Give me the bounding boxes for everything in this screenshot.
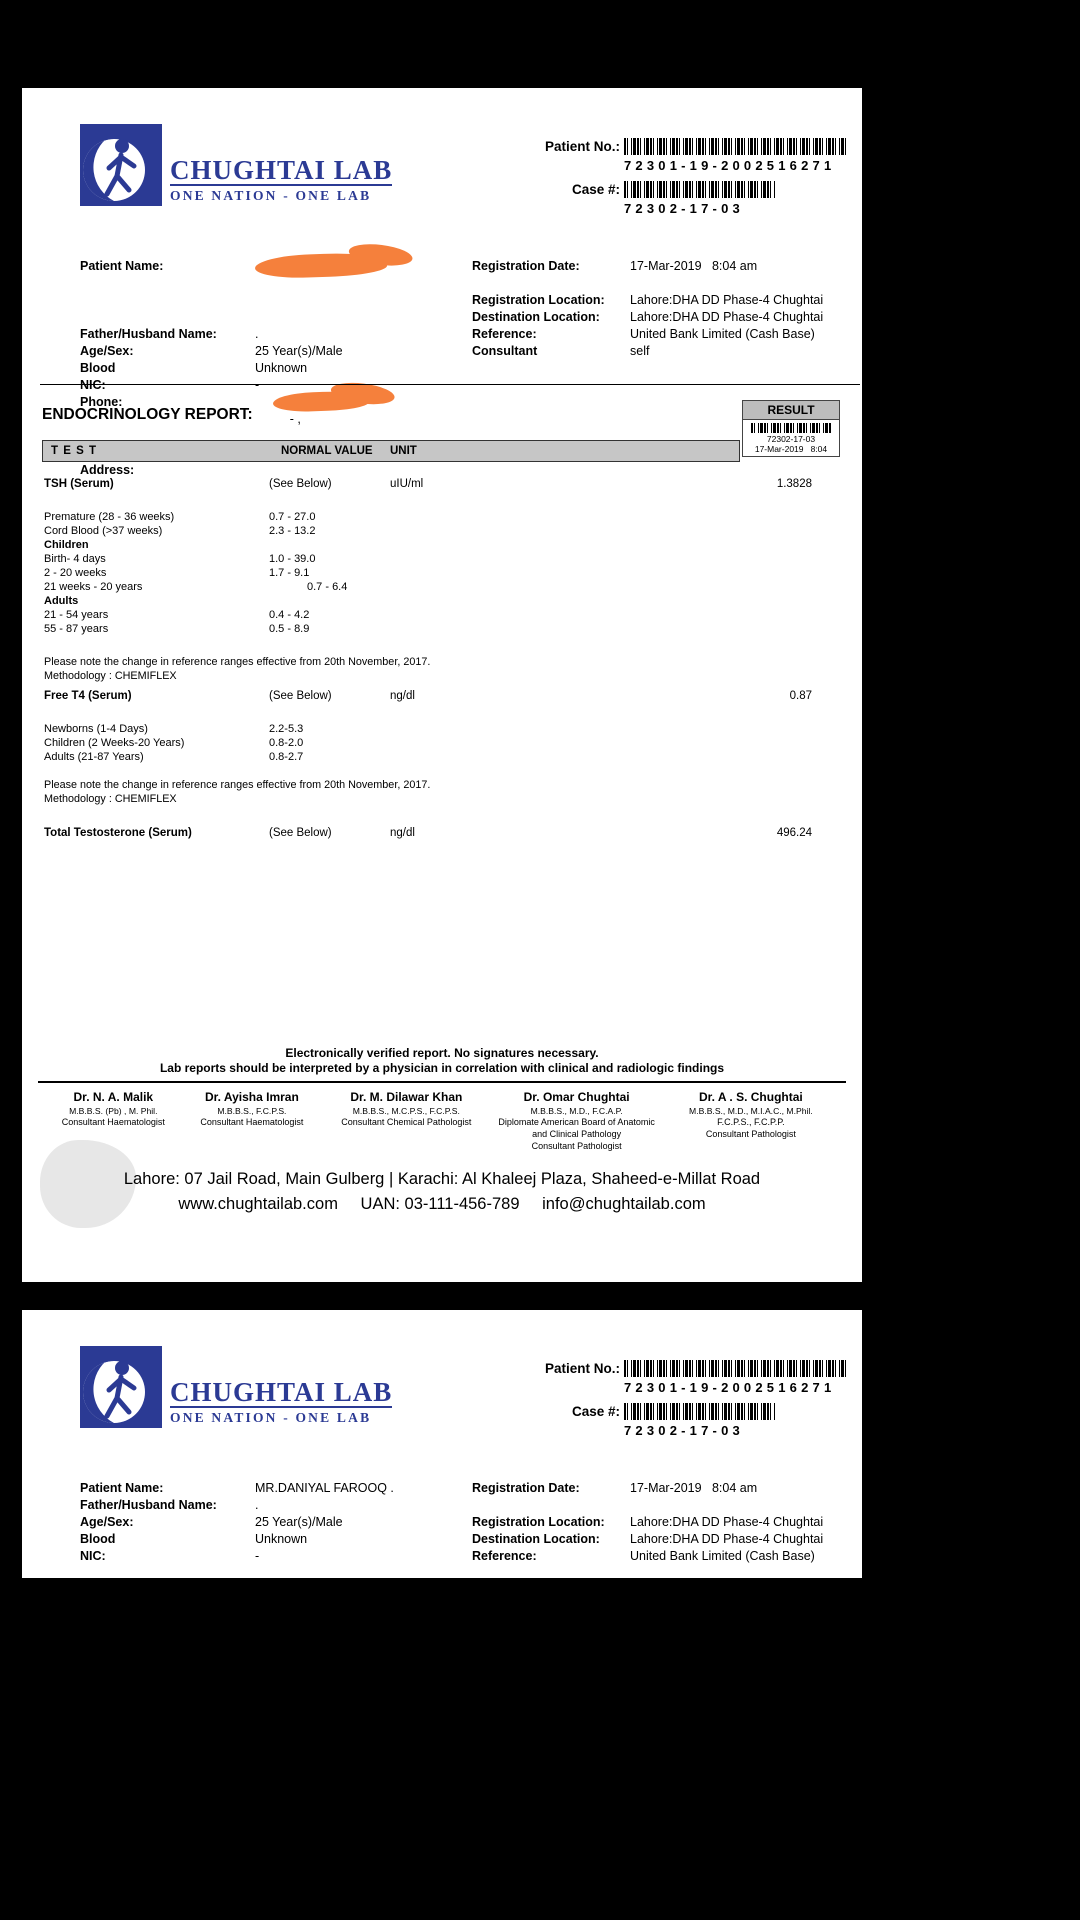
logo-mark-icon <box>80 124 162 206</box>
info-row-blood <box>80 1531 430 1548</box>
report-page-1 <box>22 88 862 1282</box>
nic-label: NIC: <box>80 378 106 392</box>
doctor-block-1 <box>46 1090 181 1152</box>
range-value: 0.5 - 8.9 <box>269 623 310 635</box>
column-unit: UNIT <box>390 445 417 457</box>
dest-loc-label: Destination Location: <box>472 1532 600 1546</box>
range-value: 0.7 - 27.0 <box>269 511 316 523</box>
reg-loc-label: Registration Location: <box>472 1515 605 1529</box>
patient-no-barcode <box>624 138 846 155</box>
patient-name-label: Patient Name: <box>80 259 164 273</box>
doctor-block-2 <box>185 1090 320 1152</box>
methodology-line: Methodology : CHEMIFLEX <box>44 670 177 682</box>
patient-no-value: 72301-19-2002516271 <box>624 158 836 173</box>
verified-line-2: Lab reports should be interpreted by a physician in correlation with clinical and radiologic findings <box>159 1061 725 1075</box>
info-spacer <box>472 1497 852 1514</box>
test-row-free-t4 <box>42 690 822 705</box>
range-label: Newborns (1-4 Days) <box>44 723 148 735</box>
test-normal: (See Below) <box>269 478 332 490</box>
age-sex-value: 25 Year(s)/Male <box>255 344 343 358</box>
reg-date-label: Registration Date: <box>472 259 580 273</box>
report-title: ENDOCRINOLOGY REPORT: <box>42 406 253 423</box>
phone-text: - , <box>289 412 301 426</box>
info-row-reg-date <box>472 258 852 275</box>
blood-label: Blood <box>80 1532 116 1546</box>
range-row <box>42 567 822 581</box>
methodology-line: Methodology : CHEMIFLEX <box>44 793 177 805</box>
id-codes <box>514 1360 850 1446</box>
case-no-value: 72302-17-03 <box>624 1423 744 1438</box>
dest-loc-value: Lahore:DHA DD Phase-4 Chughtai <box>630 1532 824 1546</box>
result-box-barcode <box>751 423 831 433</box>
range-row <box>42 609 822 623</box>
age-sex-value: 25 Year(s)/Male <box>255 1515 343 1529</box>
father-value: . <box>255 1498 259 1512</box>
test-unit: ng/dl <box>390 690 415 702</box>
doctor-role-2: Consultant Pathologist <box>531 1140 622 1151</box>
range-group-label: Children <box>44 539 89 551</box>
range-value: 2.2-5.3 <box>269 723 304 735</box>
blood-value: Unknown <box>255 1532 308 1546</box>
footer-divider <box>38 1081 846 1083</box>
reg-date-value: 17-Mar-2019 8:04 am <box>630 1481 758 1495</box>
range-label: Cord Blood (>37 weeks) <box>44 525 163 537</box>
reg-loc-value: Lahore:DHA DD Phase-4 Chughtai <box>630 1515 824 1529</box>
doctor-block-5 <box>664 1090 838 1152</box>
father-value: . <box>255 327 259 341</box>
test-name: Free T4 (Serum) <box>44 690 132 702</box>
doctor-role: Diplomate American Board of Anatomic and Clinical Pathology <box>498 1117 655 1139</box>
range-value: 0.7 - 6.4 <box>307 581 348 593</box>
test-result: 0.87 <box>789 690 812 702</box>
info-row-reg-loc <box>472 292 852 309</box>
logo-mark-icon <box>80 1346 162 1428</box>
range-row <box>42 525 822 539</box>
chughtai-lab-logo <box>80 1346 392 1428</box>
id-codes <box>514 138 850 224</box>
test-normal: (See Below) <box>269 690 332 702</box>
nic-value: - <box>255 378 260 392</box>
test-name: Total Testosterone (Serum) <box>44 827 192 839</box>
range-group-label: Adults <box>44 595 79 607</box>
case-no-barcode <box>624 1403 776 1420</box>
test-normal: (See Below) <box>269 827 332 839</box>
test-result: 496.24 <box>776 827 812 839</box>
test-result: 1.3828 <box>776 478 812 490</box>
column-normal-value: NORMAL VALUE <box>281 445 373 457</box>
chughtai-lab-logo <box>80 124 392 206</box>
patient-no-barcode <box>624 1360 846 1377</box>
report-page-2 <box>22 1310 862 1578</box>
test-name: TSH (Serum) <box>44 478 114 490</box>
range-value: 0.8-2.0 <box>269 737 304 749</box>
page-header <box>22 88 862 248</box>
column-test: T E S T <box>51 445 97 457</box>
doctor-role-2: Consultant Pathologist <box>705 1128 796 1139</box>
info-row-address <box>80 462 430 479</box>
father-label: Father/Husband Name: <box>80 327 217 341</box>
case-no-row <box>514 1403 850 1420</box>
info-row-reg-date <box>472 1480 852 1497</box>
dest-loc-label: Destination Location: <box>472 310 600 324</box>
patient-name-value <box>255 258 290 326</box>
doctor-name: Dr. N. A. Malik <box>73 1090 154 1104</box>
patient-no-row <box>514 138 850 155</box>
patient-name-value: MR.DANIYAL FAROOQ . <box>255 1481 394 1495</box>
range-row <box>42 737 822 751</box>
doctor-name: Dr. A . S. Chughtai <box>698 1090 803 1104</box>
range-label: 21 - 54 years <box>44 609 109 621</box>
case-no-label: Case #: <box>571 1404 620 1419</box>
patient-no-row <box>514 1360 850 1377</box>
doctor-qualifications: M.B.B.S., M.D., M.I.A.C., M.Phil. <box>689 1106 813 1116</box>
patient-name-label: Patient Name: <box>80 1481 164 1495</box>
lab-website: www.chughtailab.com <box>178 1195 338 1214</box>
range-row <box>42 623 822 637</box>
lab-address: Lahore: 07 Jail Road, Main Gulberg | Karachi: Al Khaleej Plaza, Shaheed-e-Millat Road <box>123 1170 761 1189</box>
father-label: Father/Husband Name: <box>80 1498 217 1512</box>
info-row-reg-loc <box>472 1514 852 1531</box>
age-sex-label: Age/Sex: <box>80 344 134 358</box>
brand-name: CHUGHTAI LAB <box>170 154 393 185</box>
report-footer <box>22 1046 862 1214</box>
range-label: 55 - 87 years <box>44 623 109 635</box>
range-label: 21 weeks - 20 years <box>44 581 143 593</box>
test-row-testosterone <box>42 827 822 842</box>
patient-info-right <box>472 1480 852 1565</box>
range-label: Children (2 Weeks-20 Years) <box>44 737 185 749</box>
lab-contact-line <box>22 1195 862 1214</box>
result-box-case-no: 72302-17-03 <box>766 434 816 444</box>
doctor-qualifications: M.B.B.S., M.C.P.S., F.C.P.S. <box>352 1106 460 1116</box>
doctor-name: Dr. M. Dilawar Khan <box>350 1090 463 1104</box>
range-row <box>42 723 822 737</box>
patient-info-left <box>80 1480 430 1565</box>
info-row-consultant <box>472 343 852 360</box>
age-sex-label: Age/Sex: <box>80 1515 134 1529</box>
info-row-reference <box>472 326 852 343</box>
phone-label: Phone: <box>80 395 123 409</box>
info-row-blood <box>80 360 430 377</box>
range-row <box>42 581 822 595</box>
range-group-row <box>42 595 822 609</box>
info-row-age-sex <box>80 343 430 360</box>
logo-text <box>170 156 392 206</box>
doctor-role: Consultant Haematologist <box>200 1117 304 1128</box>
redaction-marker-patient-name <box>255 252 388 280</box>
doctor-block-3 <box>323 1090 489 1152</box>
note-line: Please note the change in reference ranges effective from 20th November, 2017. <box>44 779 431 791</box>
doctor-block-4 <box>493 1090 659 1152</box>
range-label: Birth- 4 days <box>44 553 106 565</box>
doctor-name: Dr. Ayisha Imran <box>204 1090 299 1104</box>
reference-label: Reference: <box>472 327 537 341</box>
reference-value: United Bank Limited (Cash Base) <box>630 327 815 341</box>
case-no-value: 72302-17-03 <box>624 201 744 216</box>
page-header <box>22 1310 862 1470</box>
reg-date-value: 17-Mar-2019 8:04 am <box>630 259 758 273</box>
lab-uan: UAN: 03-111-456-789 <box>360 1195 520 1214</box>
reg-date-label: Registration Date: <box>472 1481 580 1495</box>
range-value: 1.0 - 39.0 <box>269 553 316 565</box>
reference-label: Reference: <box>472 1549 537 1563</box>
consultant-label: Consultant <box>472 344 538 358</box>
case-no-barcode <box>624 181 776 198</box>
range-value: 0.4 - 4.2 <box>269 609 310 621</box>
logo-text <box>170 1378 392 1428</box>
lab-email: info@chughtailab.com <box>542 1195 706 1214</box>
doctors-row <box>22 1090 862 1152</box>
info-row-nic <box>80 1548 430 1565</box>
dest-loc-value: Lahore:DHA DD Phase-4 Chughtai <box>630 310 824 324</box>
doctor-role: Consultant Haematologist <box>61 1117 165 1128</box>
range-label: Premature (28 - 36 weeks) <box>44 511 175 523</box>
info-spacer <box>472 275 852 292</box>
range-label: Adults (21-87 Years) <box>44 751 144 763</box>
table-body <box>42 478 822 860</box>
range-group-row <box>42 539 822 553</box>
blood-label: Blood <box>80 361 116 375</box>
range-row <box>42 751 822 765</box>
test-unit: uIU/ml <box>390 478 424 490</box>
range-row <box>42 511 822 525</box>
brand-tagline: ONE NATION - ONE LAB <box>170 188 372 203</box>
note-line: Please note the change in reference ranges effective from 20th November, 2017. <box>44 656 431 668</box>
doctor-qualifications: M.B.B.S., M.D., F.C.A.P. <box>530 1106 623 1116</box>
test-unit: ng/dl <box>390 827 415 839</box>
range-value: 2.3 - 13.2 <box>269 525 316 537</box>
range-label: 2 - 20 weeks <box>44 567 107 579</box>
reg-loc-label: Registration Location: <box>472 293 605 307</box>
blood-value: Unknown <box>255 361 308 375</box>
doctor-role: F.C.P.S., F.C.P.P. <box>717 1117 785 1128</box>
brand-name: CHUGHTAI LAB <box>170 1376 393 1407</box>
range-value: 0.8-2.7 <box>269 751 304 763</box>
doctor-qualifications: M.B.B.S., F.C.P.S. <box>217 1106 287 1116</box>
nic-label: NIC: <box>80 1549 106 1563</box>
info-row-age-sex <box>80 1514 430 1531</box>
brand-tagline: ONE NATION - ONE LAB <box>170 1410 372 1425</box>
reg-loc-value: Lahore:DHA DD Phase-4 Chughtai <box>630 293 824 307</box>
info-row-patient-name <box>80 258 430 326</box>
address-label: Address: <box>80 463 135 477</box>
patient-no-label: Patient No.: <box>544 1361 620 1376</box>
range-row <box>42 553 822 567</box>
info-row-dest-loc <box>472 309 852 326</box>
redaction-marker-phone <box>273 390 370 412</box>
doctor-qualifications: M.B.B.S. (Pb) , M. Phil. <box>69 1106 158 1116</box>
result-box-header: RESULT <box>743 401 839 420</box>
patient-info-right <box>472 258 852 360</box>
info-row-patient-name <box>80 1480 430 1497</box>
info-row-reference <box>472 1548 852 1565</box>
doctor-role: Consultant Chemical Pathologist <box>341 1117 472 1128</box>
reference-value: United Bank Limited (Cash Base) <box>630 1549 815 1563</box>
patient-no-value: 72301-19-2002516271 <box>624 1380 836 1395</box>
info-row-father <box>80 1497 430 1514</box>
test-row-tsh <box>42 478 822 493</box>
verified-line-1: Electronically verified report. No signatures necessary. <box>285 1046 599 1060</box>
result-box <box>742 400 840 457</box>
result-box-datetime: 17-Mar-2019 8:04 <box>754 444 828 455</box>
doctor-name: Dr. Omar Chughtai <box>523 1090 630 1104</box>
info-row-dest-loc <box>472 1531 852 1548</box>
consultant-value: self <box>630 344 650 358</box>
info-row-father <box>80 326 430 343</box>
case-no-label: Case #: <box>571 182 620 197</box>
table-header <box>42 440 740 462</box>
range-value: 1.7 - 9.1 <box>269 567 310 579</box>
case-no-row <box>514 181 850 198</box>
patient-no-label: Patient No.: <box>544 139 620 154</box>
nic-value: - <box>255 1549 260 1563</box>
header-divider <box>40 384 860 385</box>
